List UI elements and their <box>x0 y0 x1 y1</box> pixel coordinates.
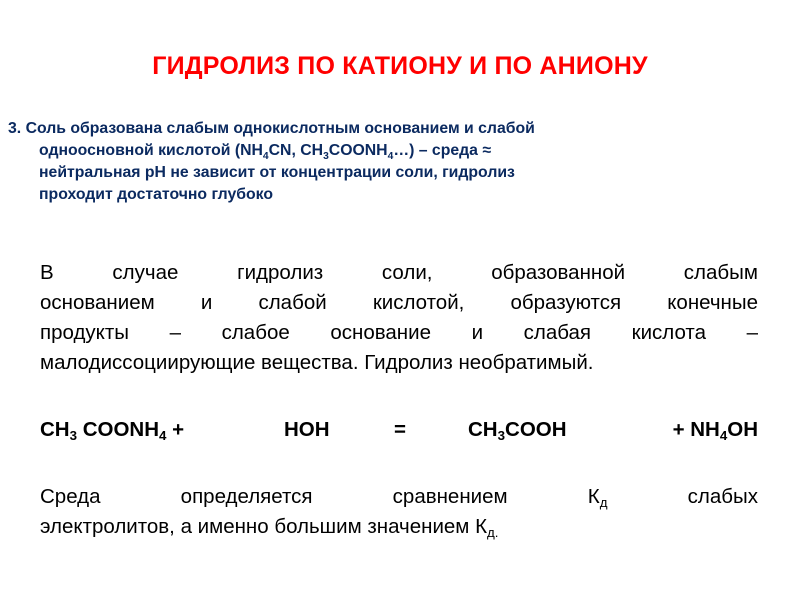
paragraph-line-1: В случае гидролиз соли, образованной слабым <box>40 261 758 284</box>
point-3-line-2: одноосновной кислотой ($NH_4CN$, $CH_3COONH_4\dots$) – среда ≈ <box>39 142 492 162</box>
paragraph-line-4: малодиссоциирующие вещества. Гидролиз необратимый. <box>40 351 594 374</box>
paragraph-line-2: основанием и слабой кислотой, образуются конечные <box>40 291 758 314</box>
explanation-paragraph <box>40 258 758 378</box>
point-3-line-1: 3. Соль образована слабым однокислотным основанием и слабой <box>8 120 535 137</box>
paragraph-line-3: продукты – слабое основание и слабая кислота – <box>40 321 758 344</box>
point-3-text <box>8 118 770 206</box>
slide-title: ГИДРОЛИЗ ПО КАТИОНУ И ПО АНИОНУ <box>152 52 648 80</box>
point-3-line-3: нейтральная pH не зависит от концентрации соли, гидролиз <box>39 164 515 181</box>
equation-reactant-2: HOH <box>284 418 330 441</box>
equation-product-1: $CH_3COOH$ <box>468 418 567 443</box>
environment-line-1: Среда определяется сравнением $К_д$ слабых <box>40 485 758 510</box>
point-3-line-4: проходит достаточно глубоко <box>39 186 274 203</box>
environment-paragraph <box>40 482 758 542</box>
equation-product-2: + $NH_4OH$ <box>672 418 758 443</box>
equation-equals-sign: = <box>394 418 406 441</box>
environment-line-2: электролитов, а именно большим значением $К_{д.}$ <box>40 515 499 540</box>
equation-reactant-1: $CH_3$ $COONH_4$ + <box>40 418 185 443</box>
